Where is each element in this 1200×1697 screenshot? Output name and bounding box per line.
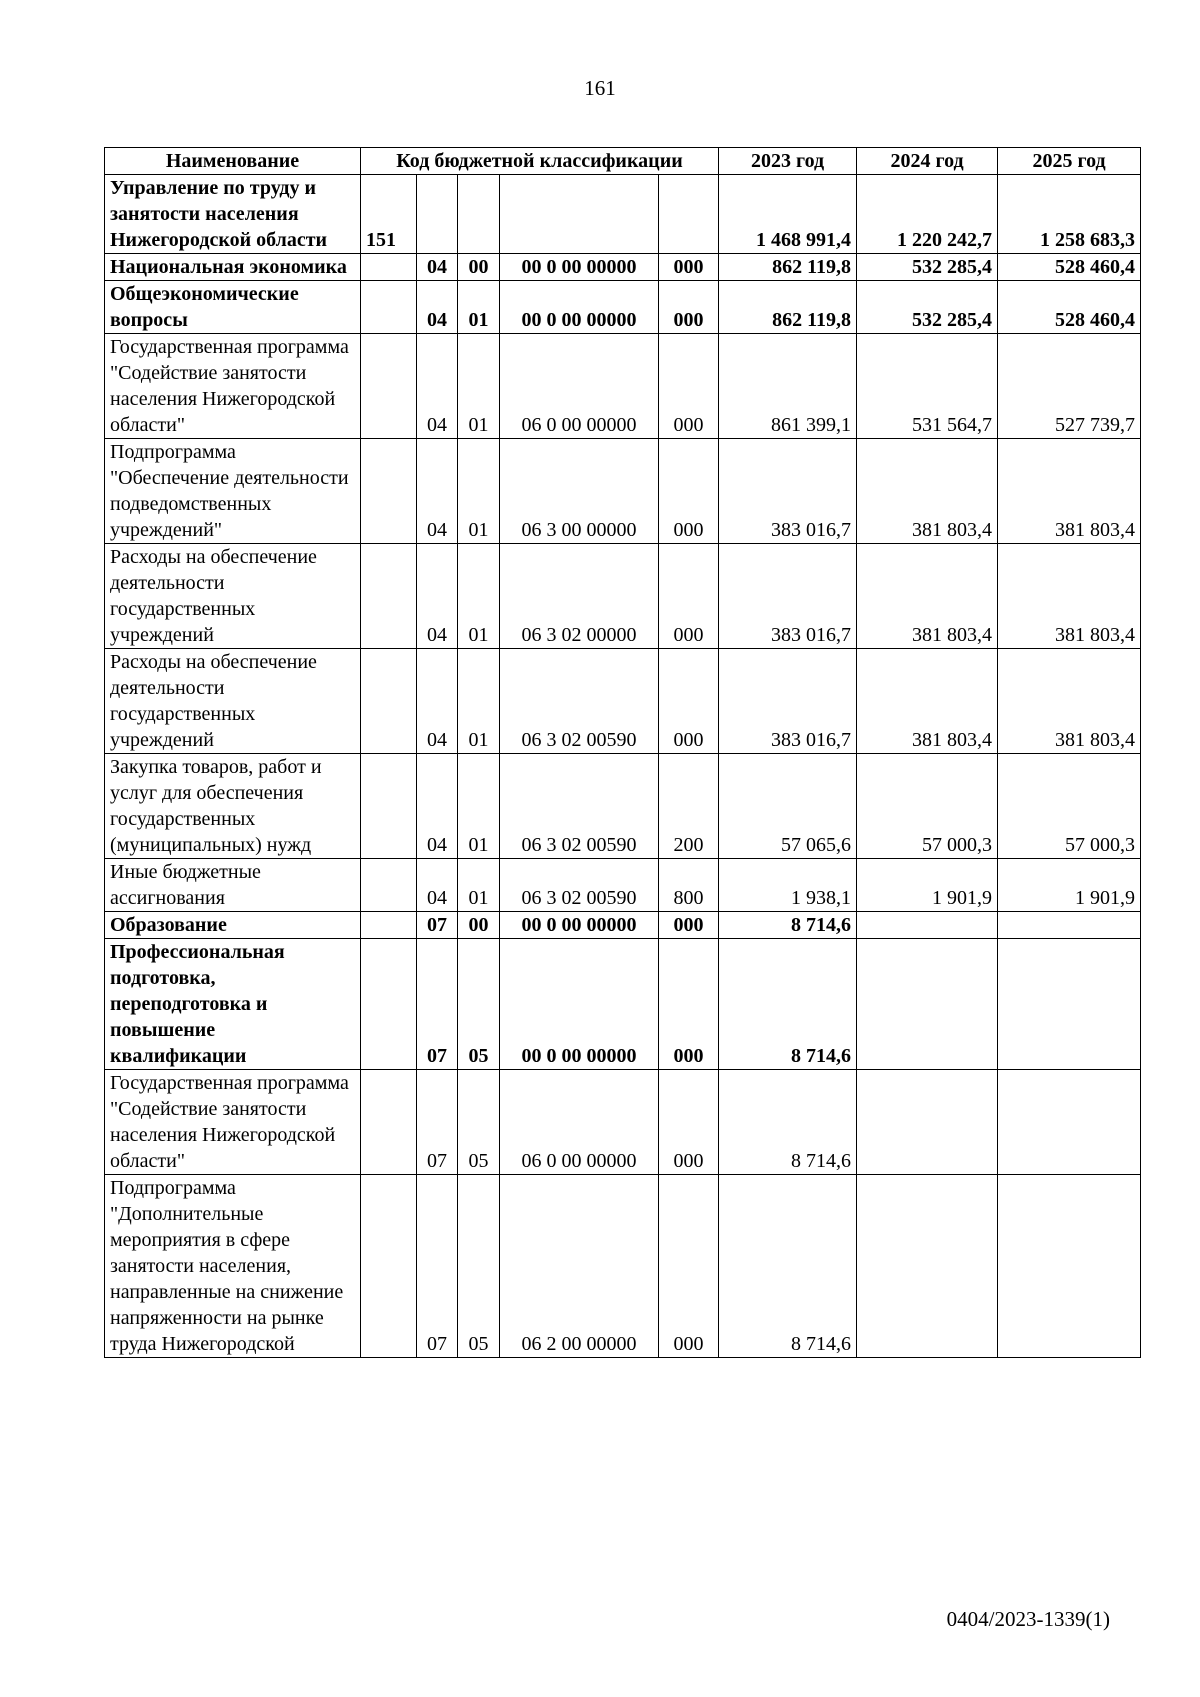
row-section [417, 175, 458, 254]
row-target-code: 00 0 00 00000 [500, 939, 659, 1070]
row-value-2024: 1 901,9 [857, 859, 998, 912]
header-2023: 2023 год [719, 148, 857, 175]
row-target-code: 06 3 02 00590 [500, 649, 659, 754]
row-value-2023: 862 119,8 [719, 281, 857, 334]
row-value-2025: 381 803,4 [998, 439, 1141, 544]
header-code: Код бюджетной классификации [361, 148, 719, 175]
row-section: 04 [417, 544, 458, 649]
row-expense-type: 000 [659, 281, 719, 334]
row-value-2023: 57 065,6 [719, 754, 857, 859]
table-row [105, 939, 1141, 1070]
row-value-2025: 528 460,4 [998, 254, 1141, 281]
row-subsection: 05 [458, 1175, 500, 1358]
row-value-2024 [857, 939, 998, 1070]
row-section: 04 [417, 281, 458, 334]
row-value-2025: 381 803,4 [998, 544, 1141, 649]
row-subsection: 01 [458, 334, 500, 439]
row-value-2025: 57 000,3 [998, 754, 1141, 859]
row-subsection: 05 [458, 939, 500, 1070]
row-ministry-code [361, 544, 417, 649]
row-value-2023: 861 399,1 [719, 334, 857, 439]
header-2025: 2025 год [998, 148, 1141, 175]
row-target-code: 06 3 02 00590 [500, 859, 659, 912]
table-row [105, 1070, 1141, 1175]
row-ministry-code: 151 [361, 175, 417, 254]
row-name: Государственная программа "Содействие занятости населения Нижегородской области" [105, 334, 361, 439]
row-subsection: 00 [458, 254, 500, 281]
row-section: 07 [417, 912, 458, 939]
row-ministry-code [361, 754, 417, 859]
row-target-code: 06 0 00 00000 [500, 334, 659, 439]
row-value-2024: 381 803,4 [857, 544, 998, 649]
row-value-2025: 1 258 683,3 [998, 175, 1141, 254]
row-ministry-code [361, 939, 417, 1070]
row-name: Расходы на обеспечение деятельности государственных учреждений [105, 544, 361, 649]
row-target-code: 06 0 00 00000 [500, 1070, 659, 1175]
row-target-code: 00 0 00 00000 [500, 281, 659, 334]
row-value-2023: 8 714,6 [719, 912, 857, 939]
row-ministry-code [361, 1070, 417, 1175]
row-value-2024 [857, 912, 998, 939]
row-value-2024 [857, 1175, 998, 1358]
row-name: Расходы на обеспечение деятельности государственных учреждений [105, 649, 361, 754]
row-subsection: 05 [458, 1070, 500, 1175]
row-expense-type: 200 [659, 754, 719, 859]
row-value-2025: 1 901,9 [998, 859, 1141, 912]
row-section: 04 [417, 439, 458, 544]
row-expense-type: 000 [659, 1070, 719, 1175]
page-number: 161 [584, 76, 616, 100]
row-ministry-code [361, 1175, 417, 1358]
row-value-2025: 381 803,4 [998, 649, 1141, 754]
row-expense-type: 000 [659, 649, 719, 754]
row-subsection: 01 [458, 859, 500, 912]
row-value-2025: 527 739,7 [998, 334, 1141, 439]
row-value-2023: 383 016,7 [719, 649, 857, 754]
row-expense-type [659, 175, 719, 254]
row-value-2024: 532 285,4 [857, 254, 998, 281]
row-expense-type: 000 [659, 254, 719, 281]
table-row [105, 254, 1141, 281]
row-target-code: 06 3 02 00590 [500, 754, 659, 859]
row-value-2025 [998, 939, 1141, 1070]
row-section: 07 [417, 1070, 458, 1175]
row-expense-type: 000 [659, 912, 719, 939]
row-value-2025 [998, 1175, 1141, 1358]
row-section: 04 [417, 754, 458, 859]
row-subsection: 01 [458, 439, 500, 544]
table-row [105, 754, 1141, 859]
row-name: Государственная программа "Содействие занятости населения Нижегородской области" [105, 1070, 361, 1175]
row-subsection: 01 [458, 544, 500, 649]
table-row [105, 649, 1141, 754]
row-ministry-code [361, 439, 417, 544]
row-section: 04 [417, 649, 458, 754]
row-value-2024: 1 220 242,7 [857, 175, 998, 254]
row-value-2025 [998, 1070, 1141, 1175]
row-section: 04 [417, 334, 458, 439]
table-row [105, 1175, 1141, 1358]
budget-table [104, 147, 1141, 1358]
row-target-code [500, 175, 659, 254]
row-value-2024 [857, 1070, 998, 1175]
document-id: 0404/2023-1339(1) [946, 1607, 1110, 1631]
row-target-code: 06 2 00 00000 [500, 1175, 659, 1358]
row-value-2023: 1 938,1 [719, 859, 857, 912]
row-section: 07 [417, 1175, 458, 1358]
row-expense-type: 000 [659, 544, 719, 649]
table-row [105, 439, 1141, 544]
row-value-2023: 8 714,6 [719, 939, 857, 1070]
row-value-2023: 383 016,7 [719, 439, 857, 544]
table-row [105, 912, 1141, 939]
table-row [105, 859, 1141, 912]
header-name: Наименование [105, 148, 361, 175]
row-section: 04 [417, 254, 458, 281]
row-section: 07 [417, 939, 458, 1070]
table-row [105, 334, 1141, 439]
row-target-code: 00 0 00 00000 [500, 912, 659, 939]
table-row [105, 175, 1141, 254]
header-2024: 2024 год [857, 148, 998, 175]
row-target-code: 06 3 02 00000 [500, 544, 659, 649]
row-expense-type: 000 [659, 439, 719, 544]
row-value-2023: 1 468 991,4 [719, 175, 857, 254]
row-expense-type: 000 [659, 939, 719, 1070]
row-value-2024: 381 803,4 [857, 649, 998, 754]
row-name: Национальная экономика [105, 254, 361, 281]
row-value-2024: 57 000,3 [857, 754, 998, 859]
row-name: Закупка товаров, работ и услуг для обеспечения государственных (муниципальных) нужд [105, 754, 361, 859]
row-subsection [458, 175, 500, 254]
row-ministry-code [361, 649, 417, 754]
row-subsection: 01 [458, 754, 500, 859]
row-value-2023: 8 714,6 [719, 1070, 857, 1175]
row-subsection: 00 [458, 912, 500, 939]
row-subsection: 01 [458, 281, 500, 334]
row-subsection: 01 [458, 649, 500, 754]
row-name: Иные бюджетные ассигнования [105, 859, 361, 912]
row-ministry-code [361, 859, 417, 912]
row-name: Профессиональная подготовка, переподготовка и повышение квалификации [105, 939, 361, 1070]
row-expense-type: 800 [659, 859, 719, 912]
row-ministry-code [361, 254, 417, 281]
row-name: Образование [105, 912, 361, 939]
row-name: Управление по труду и занятости населения Нижегородской области [105, 175, 361, 254]
table-header-row [105, 148, 1141, 175]
row-ministry-code [361, 334, 417, 439]
row-target-code: 06 3 00 00000 [500, 439, 659, 544]
row-expense-type: 000 [659, 1175, 719, 1358]
row-ministry-code [361, 912, 417, 939]
row-value-2023: 8 714,6 [719, 1175, 857, 1358]
row-value-2023: 383 016,7 [719, 544, 857, 649]
row-ministry-code [361, 281, 417, 334]
row-value-2025 [998, 912, 1141, 939]
row-value-2024: 531 564,7 [857, 334, 998, 439]
row-target-code: 00 0 00 00000 [500, 254, 659, 281]
row-expense-type: 000 [659, 334, 719, 439]
row-value-2025: 528 460,4 [998, 281, 1141, 334]
table-row [105, 544, 1141, 649]
table-row [105, 281, 1141, 334]
row-value-2024: 381 803,4 [857, 439, 998, 544]
row-name: Подпрограмма "Обеспечение деятельности подведомственных учреждений" [105, 439, 361, 544]
row-name: Общеэкономические вопросы [105, 281, 361, 334]
row-section: 04 [417, 859, 458, 912]
row-name: Подпрограмма "Дополнительные мероприятия в сфере занятости населения, направленные на снижение напряженности на рынке труда Нижегородской [105, 1175, 361, 1358]
row-value-2024: 532 285,4 [857, 281, 998, 334]
row-value-2023: 862 119,8 [719, 254, 857, 281]
